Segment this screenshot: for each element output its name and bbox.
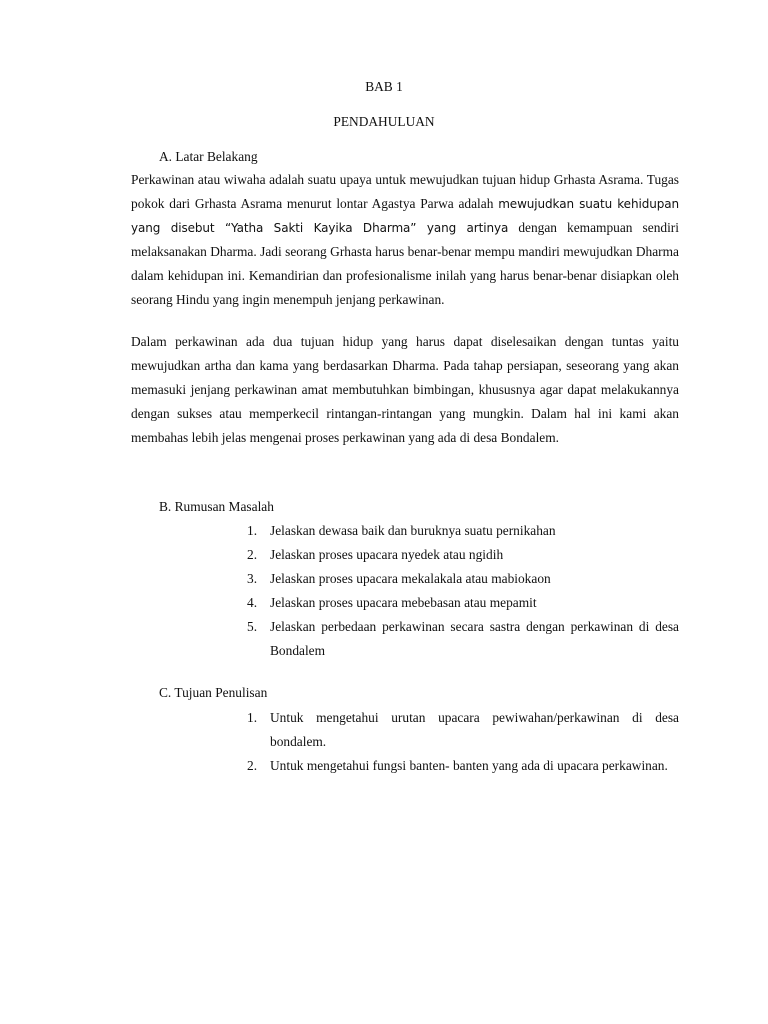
- problem-formulation-list: [240, 519, 679, 663]
- list-item: 3. Jelaskan proses upacara mekalakala atau mabiokaon: [247, 571, 551, 586]
- section-a-paragraph-2: Dalam perkawinan ada dua tujuan hidup yang harus dapat diselesaikan dengan tuntas yaitu mewujudkan artha dan kama yang berdasarkan Dharma. Pada tahap persiapan, seseorang yang akan memasuki jenjang perkawinan amat membutuhkan bimbingan, khususnya agar dapat melakukannya dengan sukses atau memperkecil rintangan-rintangan yang mungkin. Dalam hal ini kami akan membahas lebih jelas mengenai proses perkawinan yang ada di desa Bondalem.: [131, 334, 679, 445]
- chapter-title: PENDAHULUAN: [333, 114, 435, 129]
- list-item: 5. Jelaskan perbedaan perkawinan secara sastra dengan perkawinan di desa Bondalem: [247, 619, 679, 658]
- paragraph-1-part-1: Perkawinan atau wiwaha adalah suatu upaya untuk mewujudkan tujuan hidup Grhasta Asrama. Tugas pokok dari Grhasta Asrama menurut lontar Agastya Parwa adalah: [131, 172, 679, 211]
- section-b-heading: B. Rumusan Masalah: [159, 499, 274, 514]
- list-item: 4. Jelaskan proses upacara mebebasan atau mepamit: [247, 595, 537, 610]
- section-c-heading: C. Tujuan Penulisan: [159, 685, 268, 700]
- section-a-paragraph-1: [131, 168, 679, 312]
- list-item: 2. Jelaskan proses upacara nyedek atau ngidih: [247, 547, 504, 562]
- list-item: 1. Jelaskan dewasa baik dan buruknya suatu pernikahan: [247, 523, 556, 538]
- list-item: 1. Untuk mengetahui urutan upacara pewiwahan/perkawinan di desa bondalem.: [247, 710, 679, 749]
- section-a-heading: A. Latar Belakang: [159, 149, 258, 164]
- chapter-number: BAB 1: [365, 79, 403, 94]
- writing-purpose-list: [240, 706, 679, 778]
- paragraph-1-part-2: mewujudkan suatu kehidupan yang disebut “Yatha Sakti Kayika Dharma” yang artinya: [131, 197, 679, 235]
- list-item: 2. Untuk mengetahui fungsi banten- banten yang ada di upacara perkawinan.: [247, 758, 668, 773]
- paragraph-1-part-3: dengan kemampuan sendiri melaksanakan Dharma. Jadi seorang Grhasta harus benar-benar mempu mandiri mewujudkan Dharma dalam kehidupan ini. Kemandirian dan profesionalisme inilah yang harus benar-benar disiapkan oleh seorang Hindu yang ingin menempuh jenjang perkawinan.: [131, 220, 679, 307]
